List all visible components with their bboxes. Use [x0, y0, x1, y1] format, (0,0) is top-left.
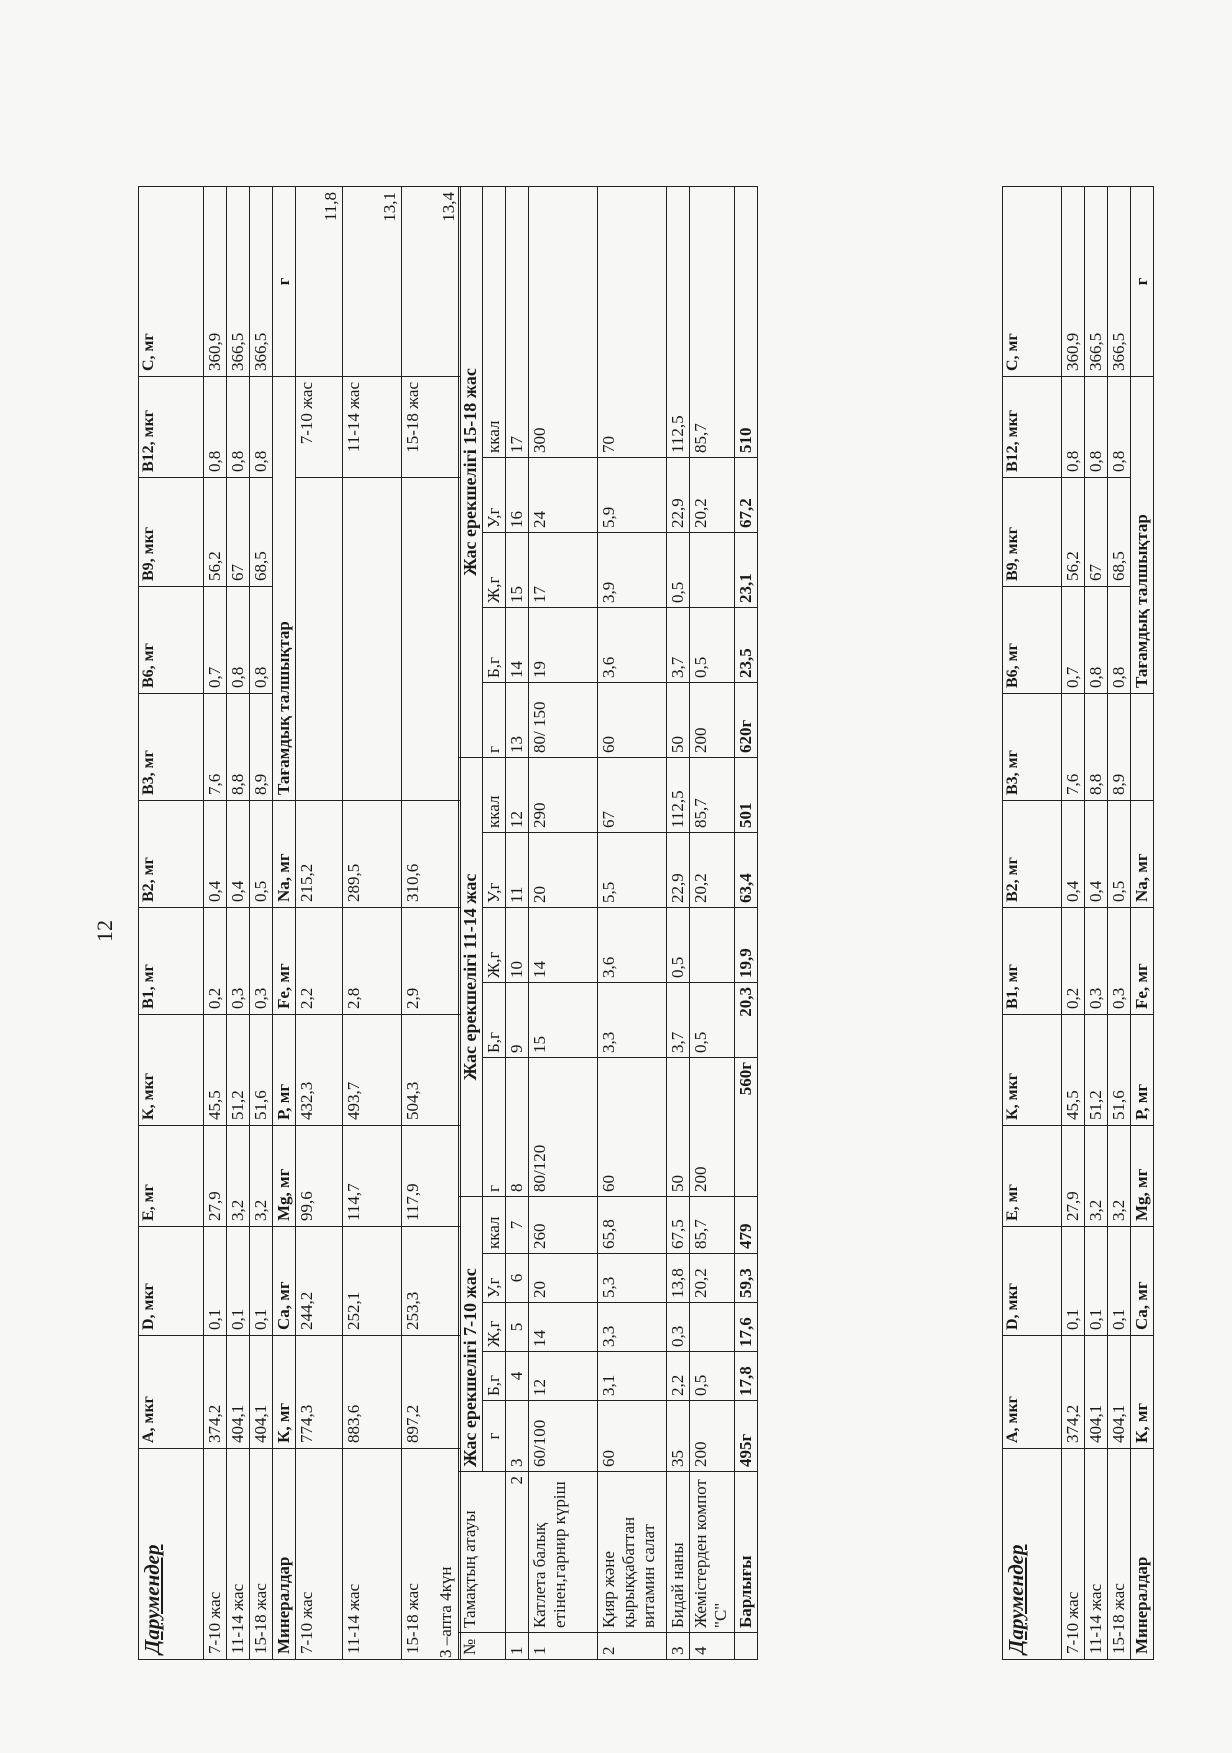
cell: 19	[529, 608, 598, 683]
cell: 19,9	[735, 908, 758, 983]
subheader-cell: У,г	[483, 1254, 506, 1303]
rotated-page	[86, 160, 1151, 1660]
header-cell: В9, мкг	[1003, 478, 1062, 587]
header-cell: А, мкг	[1003, 1336, 1062, 1449]
cell: 67,2	[735, 458, 758, 533]
table-row	[227, 187, 250, 1660]
cell: 3,1	[598, 1352, 667, 1401]
header-cell: С, мг	[1003, 187, 1062, 377]
header-cell: А, мкг	[139, 1336, 204, 1449]
cell: 0,5	[1108, 801, 1131, 908]
header-cell: В1, мг	[1003, 908, 1062, 1015]
minerals-label: Минералдар	[273, 1449, 296, 1660]
header-cell: В9, мкг	[139, 478, 204, 587]
cell: 85,7	[690, 187, 735, 458]
vitamins-table-top	[138, 186, 461, 1660]
row-label: 15-18 жас	[1108, 1449, 1131, 1660]
menu-total-row	[735, 187, 758, 1660]
cell: 252,1	[343, 1227, 402, 1336]
table-row	[343, 187, 402, 1660]
cell: 35	[667, 1401, 690, 1472]
cell: 67	[598, 758, 667, 833]
header-cell: К, мг	[1131, 1336, 1154, 1449]
cell: 17,8	[735, 1352, 758, 1401]
cell: 0,3	[227, 908, 250, 1015]
table-row	[204, 187, 227, 1660]
cell: 13,8	[667, 1254, 690, 1303]
header-cell: Е, мг	[139, 1126, 204, 1227]
colnum-cell: 14	[506, 608, 529, 683]
empty-cell	[343, 478, 402, 801]
cell: 22,9	[667, 458, 690, 533]
cell: 3,3	[598, 1303, 667, 1352]
food-name: Катлета балық етінен,гарнир күріш	[529, 1472, 598, 1633]
cell: 3,2	[1108, 1126, 1131, 1227]
cell: 63,4	[735, 833, 758, 908]
colnum-cell: 7	[506, 1197, 529, 1254]
cell: 3,7	[667, 983, 690, 1058]
cell: 7-10 жас	[296, 377, 343, 478]
col-food-header: Тамақтың атауы	[459, 1472, 506, 1633]
menu-colnum-row	[506, 187, 529, 1660]
cell: 11-14 жас	[343, 377, 402, 478]
cell: 0,8	[1108, 377, 1131, 478]
cell: 374,2	[1062, 1336, 1085, 1449]
colnum-cell: 13	[506, 683, 529, 758]
row-label: 7-10 жас	[1062, 1449, 1085, 1660]
cell: 3,2	[250, 1126, 273, 1227]
cell: 67,5	[667, 1197, 690, 1254]
empty-cell	[402, 478, 461, 801]
cell: 897,2	[402, 1336, 461, 1449]
cell: 0,3	[1108, 908, 1131, 1015]
cell: 300	[529, 187, 598, 458]
subheader-cell: Ж,г	[483, 908, 506, 983]
header-cell: D, мкг	[1003, 1227, 1062, 1336]
header-cell: Na, мг	[1131, 801, 1154, 908]
cell: 17,6	[735, 1303, 758, 1352]
cell: 0,1	[227, 1227, 250, 1336]
cell: 20,3	[735, 983, 758, 1058]
cell: 3,2	[1085, 1126, 1108, 1227]
cell: 215,2	[296, 801, 343, 908]
header-cell: К, мкг	[1003, 1015, 1062, 1126]
cell: 20	[529, 1254, 598, 1303]
header-cell: Mg, мг	[273, 1126, 296, 1227]
header-cell: С, мг	[139, 187, 204, 377]
cell: 14	[529, 908, 598, 983]
cell: 99,6	[296, 1126, 343, 1227]
cell: 117,9	[402, 1126, 461, 1227]
subheader-cell: Б,г	[483, 1352, 506, 1401]
header-cell: Р, мг	[273, 1015, 296, 1126]
cell: 5,5	[598, 833, 667, 908]
cell: 479	[735, 1197, 758, 1254]
cell: 85,7	[690, 758, 735, 833]
header-cell: В12, мкг	[139, 377, 204, 478]
row-number: 1	[529, 1633, 598, 1660]
fiber-header: Тағамдық талшықтар	[273, 377, 296, 801]
header-cell: Дарумендер	[1003, 1449, 1062, 1660]
subheader-cell: г	[483, 1058, 506, 1197]
cell: 366,5	[227, 187, 250, 377]
cell: 112,5	[667, 187, 690, 458]
header-cell: В3, мг	[1003, 694, 1062, 801]
cell: 0,8	[1085, 377, 1108, 478]
cell: 0,5	[690, 983, 735, 1058]
cell: 244,2	[296, 1227, 343, 1336]
header-cell: Fe, мг	[1131, 908, 1154, 1015]
cell: 0,4	[1062, 801, 1085, 908]
row-number: 3	[667, 1633, 690, 1660]
colnum-cell: 12	[506, 758, 529, 833]
cell: 60	[598, 1058, 667, 1197]
cell: 12	[529, 1352, 598, 1401]
cell: 200	[690, 683, 735, 758]
cell: 374,2	[204, 1336, 227, 1449]
table-row	[250, 187, 273, 1660]
colnum-cell: 3	[506, 1401, 529, 1472]
cell: 51,6	[1108, 1015, 1131, 1126]
cell: 0,2	[1062, 908, 1085, 1015]
cell: 20,2	[690, 458, 735, 533]
header-cell: В2, мг	[139, 801, 204, 908]
empty-cell	[296, 478, 343, 801]
cell: 883,6	[343, 1336, 402, 1449]
total-label: Барлығы	[735, 1472, 758, 1633]
colnum-cell: 11	[506, 833, 529, 908]
colnum-cell: 2	[506, 1472, 529, 1633]
cell: 2,2	[296, 908, 343, 1015]
cell: 200	[690, 1401, 735, 1472]
cell: 3,9	[598, 533, 667, 608]
cell: 3,6	[598, 908, 667, 983]
menu-row	[667, 187, 690, 1660]
header-cell: Р, мг	[1131, 1015, 1154, 1126]
cell: 560г	[735, 1058, 758, 1197]
vitamins-table-bottom	[1002, 186, 1154, 1660]
header-cell: Са, мг	[1131, 1227, 1154, 1336]
cell: 0,1	[204, 1227, 227, 1336]
cell: 114,7	[343, 1126, 402, 1227]
header-cell: Mg, мг	[1131, 1126, 1154, 1227]
cell: 0,5	[690, 608, 735, 683]
cell: 501	[735, 758, 758, 833]
cell: 20,2	[690, 833, 735, 908]
cell: 14	[529, 1303, 598, 1352]
cell: 0,4	[1085, 801, 1108, 908]
header-cell: D, мкг	[139, 1227, 204, 1336]
cell: 60	[598, 1401, 667, 1472]
cell: 3,6	[598, 608, 667, 683]
cell: 45,5	[204, 1015, 227, 1126]
row-label: 7-10 жас	[296, 1449, 343, 1660]
minerals-label: Минералдар	[1131, 1449, 1154, 1660]
cell: 23,5	[735, 608, 758, 683]
row-label: 15-18 жас	[402, 1449, 461, 1660]
cell: 0,1	[1108, 1227, 1131, 1336]
header-cell: Дарумендер	[139, 1449, 204, 1660]
cell: 0,5	[667, 533, 690, 608]
cell: 8,9	[250, 694, 273, 801]
cell: 0,8	[250, 587, 273, 694]
cell: 0,8	[1108, 587, 1131, 694]
header-cell: Fe, мг	[273, 908, 296, 1015]
header-cell: В2, мг	[1003, 801, 1062, 908]
cell: 8,9	[1108, 694, 1131, 801]
row-label: 11-14 жас	[1085, 1449, 1108, 1660]
cell: 310,6	[402, 801, 461, 908]
row-label: 7-10 жас	[204, 1449, 227, 1660]
subheader-cell: ккал	[483, 758, 506, 833]
cell: 5,3	[598, 1254, 667, 1303]
cell: 80/120	[529, 1058, 598, 1197]
cell: 27,9	[1062, 1126, 1085, 1227]
colnum-cell: 16	[506, 458, 529, 533]
cell: 366,5	[250, 187, 273, 377]
cell: 50	[667, 683, 690, 758]
cell: 253,3	[402, 1227, 461, 1336]
row-number: 2	[598, 1633, 667, 1660]
cell: 15-18 жас	[402, 377, 461, 478]
table-row	[402, 187, 461, 1660]
cell: 11,8	[296, 187, 343, 377]
cell: 2,2	[667, 1352, 690, 1401]
cell: 504,3	[402, 1015, 461, 1126]
table-row	[296, 187, 343, 1660]
cell: 0,7	[204, 587, 227, 694]
cell: 8,8	[227, 694, 250, 801]
header-cell: Е, мг	[1003, 1126, 1062, 1227]
cell: 2,9	[402, 908, 461, 1015]
group-header-7-10: Жас ерекшелігі 7-10 жас	[459, 1197, 483, 1472]
cell: 290	[529, 758, 598, 833]
cell: 70	[598, 187, 667, 458]
cell: 13,1	[343, 187, 402, 377]
page-number: 12	[92, 920, 117, 942]
colnum-cell: 10	[506, 908, 529, 983]
cell: 15	[529, 983, 598, 1058]
subheader-cell: г	[483, 683, 506, 758]
cell: 0,8	[227, 377, 250, 478]
cell: 404,1	[1085, 1336, 1108, 1449]
cell: 7,6	[1062, 694, 1085, 801]
cell: 493,7	[343, 1015, 402, 1126]
group-header-11-14: Жас ерекшелігі 11-14 жас	[459, 758, 483, 1197]
cell: 60/100	[529, 1401, 598, 1472]
cell: 67	[227, 478, 250, 587]
food-name: Жемістерден компот "С"	[690, 1472, 735, 1633]
cell: 0,7	[1062, 587, 1085, 694]
cell: 59,3	[735, 1254, 758, 1303]
cell: 260	[529, 1197, 598, 1254]
cell: 27,9	[204, 1126, 227, 1227]
cell: 200	[690, 1058, 735, 1197]
cell: 68,5	[250, 478, 273, 587]
header-cell: В6, мг	[1003, 587, 1062, 694]
cell: 510	[735, 187, 758, 458]
col-no-header: №	[459, 1633, 506, 1660]
cell: 50	[667, 1058, 690, 1197]
minerals-header-row	[273, 187, 296, 1660]
colnum-cell: 17	[506, 187, 529, 458]
colnum-cell: 4	[506, 1352, 529, 1401]
cell: 0,5	[667, 908, 690, 983]
cell: 51,6	[250, 1015, 273, 1126]
cell: 51,2	[227, 1015, 250, 1126]
empty-cell	[735, 1633, 758, 1660]
colnum-cell: 8	[506, 1058, 529, 1197]
cell: 0,8	[204, 377, 227, 478]
cell: 2,8	[343, 908, 402, 1015]
table-row	[1062, 187, 1085, 1660]
cell: 620г	[735, 683, 758, 758]
subheader-cell: ккал	[483, 1197, 506, 1254]
header-cell: К, мкг	[139, 1015, 204, 1126]
row-label: 11-14 жас	[343, 1449, 402, 1660]
menu-table	[458, 186, 758, 1660]
subheader-cell: Б,г	[483, 983, 506, 1058]
cell: 85,7	[690, 1197, 735, 1254]
menu-row	[690, 187, 735, 1660]
cell: 0,1	[250, 1227, 273, 1336]
cell: 0,3	[250, 908, 273, 1015]
empty-cell	[1131, 694, 1154, 801]
cell	[690, 1303, 735, 1352]
subheader-cell: Ж,г	[483, 1303, 506, 1352]
cell: 404,1	[227, 1336, 250, 1449]
cell: 0,1	[1062, 1227, 1085, 1336]
subheader-cell: Ж,г	[483, 533, 506, 608]
cell: 366,5	[1108, 187, 1131, 377]
cell: 0,4	[204, 801, 227, 908]
cell: 68,5	[1108, 478, 1131, 587]
cell: 404,1	[1108, 1336, 1131, 1449]
food-name: Қияр және қырыққабаттан витамин салат	[598, 1472, 667, 1633]
cell: 432,3	[296, 1015, 343, 1126]
subheader-cell: ккал	[483, 187, 506, 458]
cell: 360,9	[1062, 187, 1085, 377]
cell: 3,2	[227, 1126, 250, 1227]
subheader-cell: Б,г	[483, 608, 506, 683]
header-cell: г	[273, 187, 296, 377]
cell: 20	[529, 833, 598, 908]
cell: 0,4	[227, 801, 250, 908]
colnum-cell: 15	[506, 533, 529, 608]
cell: 56,2	[1062, 478, 1085, 587]
menu-row	[529, 187, 598, 1660]
cell: 22,9	[667, 833, 690, 908]
cell: 0,5	[250, 801, 273, 908]
cell: 0,3	[667, 1303, 690, 1352]
header-cell: В6, мг	[139, 587, 204, 694]
vitamins-header-row	[1003, 187, 1062, 1660]
cell: 360,9	[204, 187, 227, 377]
subheader-cell: г	[483, 1401, 506, 1472]
cell: 0,1	[1085, 1227, 1108, 1336]
cell: 67	[1085, 478, 1108, 587]
table-row	[1085, 187, 1108, 1660]
cell: 60	[598, 683, 667, 758]
cell: 5,9	[598, 458, 667, 533]
menu-subheader-row	[483, 187, 506, 1660]
cell: 80/ 150	[529, 683, 598, 758]
cell: 3,7	[667, 608, 690, 683]
cell: 0,3	[1085, 908, 1108, 1015]
colnum-cell: 9	[506, 983, 529, 1058]
subheader-cell: У,г	[483, 458, 506, 533]
row-number: 4	[690, 1633, 735, 1660]
header-cell: В12, мкг	[1003, 377, 1062, 478]
group-header-15-18: Жас ерекшелігі 15-18 жас	[459, 187, 483, 758]
menu-row	[598, 187, 667, 1660]
header-cell: К, мг	[273, 1336, 296, 1449]
cell: 495г	[735, 1401, 758, 1472]
colnum-cell: 6	[506, 1254, 529, 1303]
cell: 7,6	[204, 694, 227, 801]
food-name: Бидай наны	[667, 1472, 690, 1633]
header-cell: Na, мг	[273, 801, 296, 908]
header-cell: г	[1131, 187, 1154, 377]
subheader-cell: У,г	[483, 833, 506, 908]
cell: 13,4	[402, 187, 461, 377]
cell: 20,2	[690, 1254, 735, 1303]
cell: 23,1	[735, 533, 758, 608]
menu-group-row	[459, 187, 483, 1660]
cell: 45,5	[1062, 1015, 1085, 1126]
cell: 0,2	[204, 908, 227, 1015]
cell	[690, 908, 735, 983]
cell: 0,5	[690, 1352, 735, 1401]
colnum-cell: 5	[506, 1303, 529, 1352]
header-cell: Са, мг	[273, 1227, 296, 1336]
cell: 51,2	[1085, 1015, 1108, 1126]
cell: 3,3	[598, 983, 667, 1058]
colnum-cell: 1	[506, 1633, 529, 1660]
vitamins-header-row	[139, 187, 204, 1660]
cell: 774,3	[296, 1336, 343, 1449]
cell: 0,8	[250, 377, 273, 478]
menu-caption: 3 –апта 4күн	[436, 1566, 455, 1658]
cell	[690, 533, 735, 608]
cell: 404,1	[250, 1336, 273, 1449]
row-label: 11-14 жас	[227, 1449, 250, 1660]
cell: 65,8	[598, 1197, 667, 1254]
cell: 56,2	[204, 478, 227, 587]
cell: 0,8	[1085, 587, 1108, 694]
cell: 112,5	[667, 758, 690, 833]
row-label: 15-18 жас	[250, 1449, 273, 1660]
cell: 289,5	[343, 801, 402, 908]
cell: 17	[529, 533, 598, 608]
table-row	[1108, 187, 1131, 1660]
cell: 24	[529, 458, 598, 533]
minerals-header-row	[1131, 187, 1154, 1660]
fiber-header: Тағамдық талшықтар	[1131, 377, 1154, 694]
cell: 366,5	[1085, 187, 1108, 377]
cell: 0,8	[227, 587, 250, 694]
header-cell: В3, мг	[139, 694, 204, 801]
cell: 0,8	[1062, 377, 1085, 478]
cell: 8,8	[1085, 694, 1108, 801]
header-cell: В1, мг	[139, 908, 204, 1015]
